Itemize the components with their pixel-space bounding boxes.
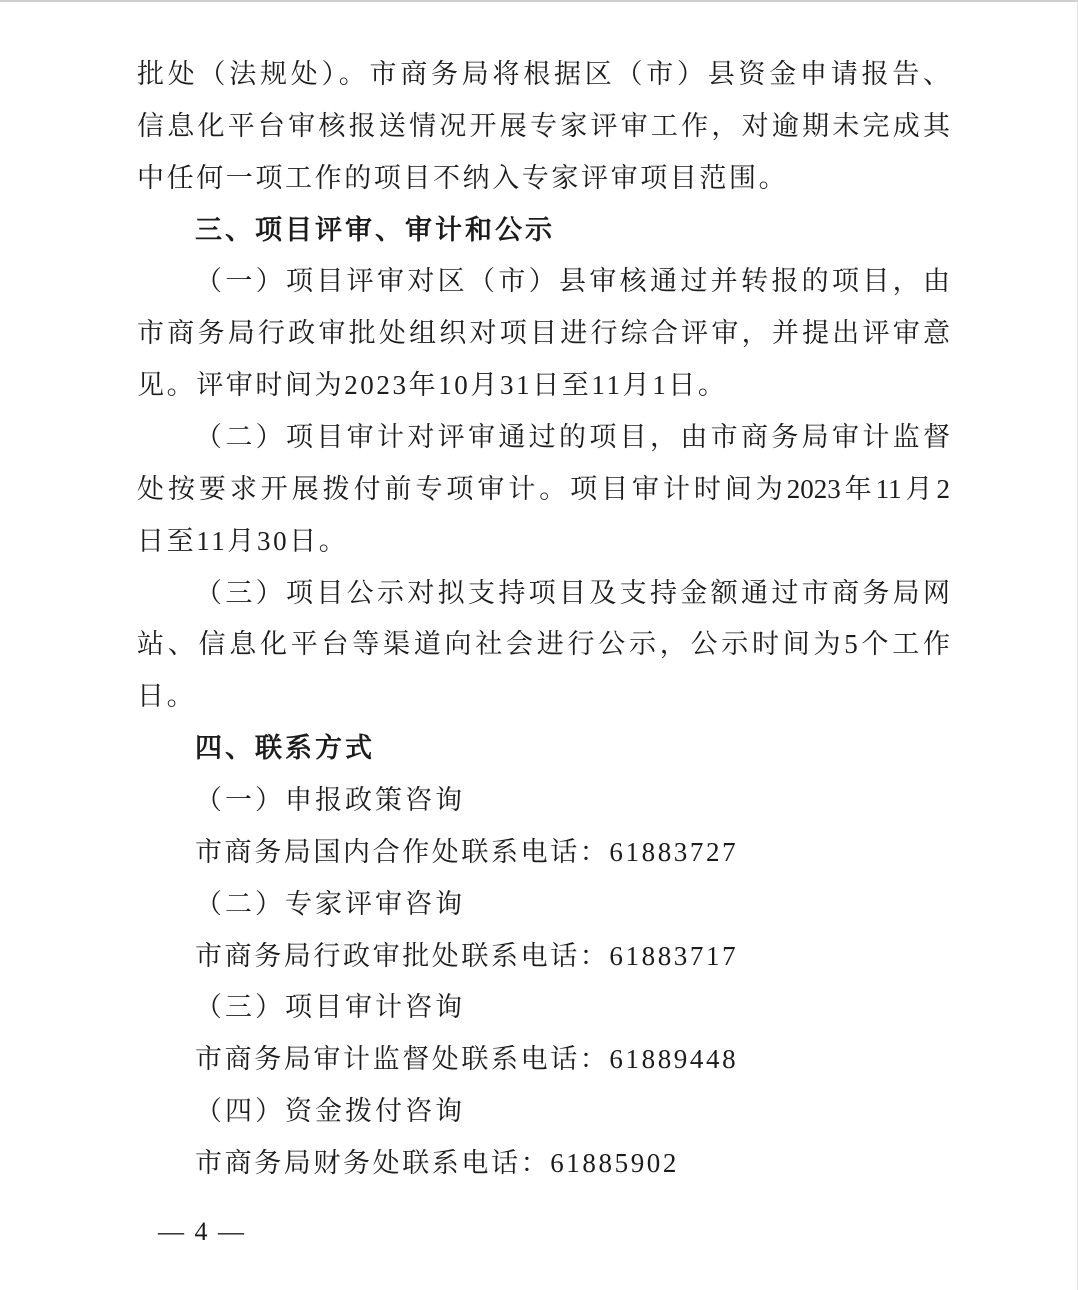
contact-phone-line: 市商务局审计监督处联系电话：61889448 — [195, 1044, 739, 1075]
contact-item — [137, 982, 950, 1086]
section-heading: 三、项目评审、审计和公示 — [195, 214, 555, 245]
contact-item — [137, 775, 950, 879]
paragraph-project-review — [137, 256, 950, 412]
section-3 — [137, 205, 950, 724]
contact-phone-line: 市商务局财务处联系电话：61885902 — [195, 1148, 679, 1179]
section-heading: 四、联系方式 — [195, 733, 375, 764]
contact-title: （四）资金拨付咨询 — [195, 1096, 465, 1127]
paragraph-project-audit — [137, 412, 950, 568]
contact-phone-line: 市商务局国内合作处联系电话：61883727 — [195, 836, 739, 867]
contact-phone-line: 市商务局行政审批处联系电话：61883717 — [195, 940, 739, 971]
text-line: 批处（法规处）。市商务局将根据区（市）县资金申请报告、 — [137, 59, 950, 89]
text-line: 市商务局行政审批处组织对项目进行综合评审，并提出评审意 — [137, 318, 950, 349]
contact-title: （三）项目审计咨询 — [195, 992, 465, 1023]
section-4 — [137, 723, 950, 1190]
intro-paragraph — [137, 49, 950, 205]
text-line: 日。 — [137, 681, 197, 712]
paragraph-project-publicity — [137, 568, 950, 724]
document-body — [137, 49, 950, 1190]
text-line: （三）项目公示对拟支持项目及支持金额通过市商务局网 — [195, 577, 950, 608]
text-line: 信息化平台审核报送情况开展专家评审工作，对逾期未完成其 — [137, 110, 950, 141]
contact-item — [137, 1086, 950, 1190]
text-line: （二）项目审计对评审通过的项目，由市商务局审计监督 — [195, 422, 950, 453]
text-line: （一）项目评审对区（市）县审核通过并转报的项目，由 — [195, 266, 950, 297]
text-line: 站、信息化平台等渠道向社会进行公示，公示时间为5个工作 — [137, 629, 950, 660]
page-number: — 4 — — [158, 1217, 246, 1246]
text-line: 见。评审时间为2023年10月31日至11月1日。 — [137, 370, 728, 401]
text-line: 处按要求开展拨付前专项审计。项目审计时间为2023年11月2 — [137, 473, 950, 504]
text-line: 中任何一项工作的项目不纳入专家评审项目范围。 — [137, 162, 789, 193]
contact-item — [137, 879, 950, 983]
text-line: 日至11月30日。 — [137, 525, 349, 556]
contact-title: （二）专家评审咨询 — [195, 888, 465, 919]
contact-title: （一）申报政策咨询 — [195, 785, 465, 816]
